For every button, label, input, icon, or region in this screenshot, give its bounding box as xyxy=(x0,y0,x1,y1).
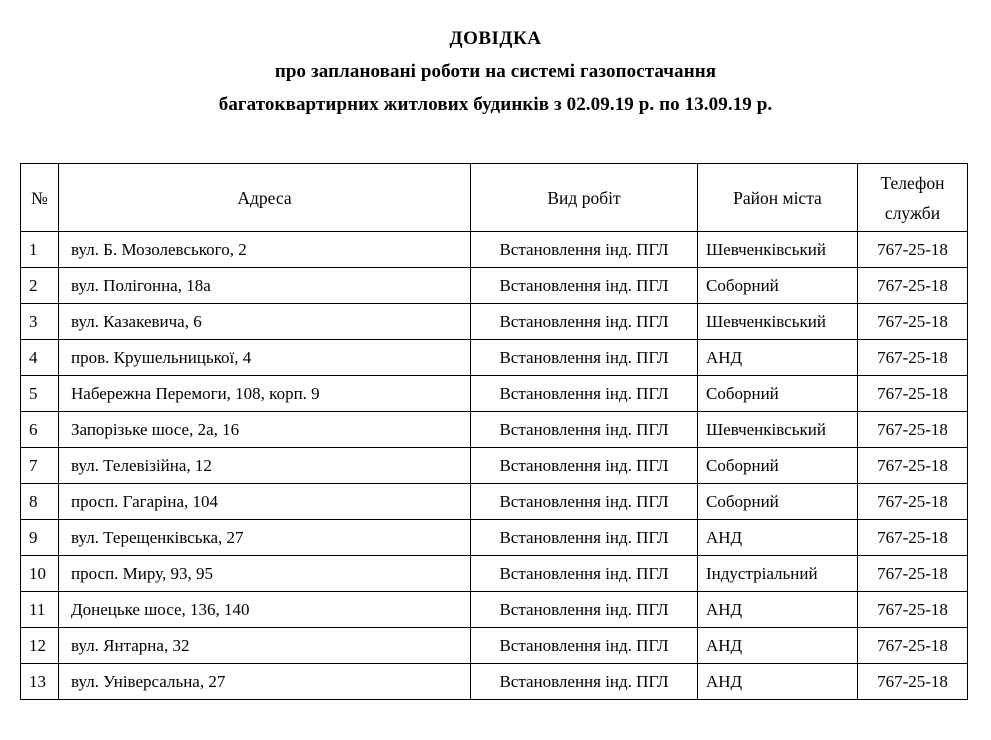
table-row xyxy=(21,592,968,628)
cell-district: Соборний xyxy=(698,268,858,304)
cell-number: 11 xyxy=(21,592,59,628)
table-row xyxy=(21,268,968,304)
cell-work-type: Встановлення інд. ПГЛ xyxy=(471,304,698,340)
column-header-phone-line-1: Телефон xyxy=(880,172,945,193)
table-row xyxy=(21,448,968,484)
table-row xyxy=(21,628,968,664)
document-heading: ДОВІДКА xyxy=(449,28,542,49)
cell-number: 10 xyxy=(21,556,59,592)
cell-phone: 767-25-18 xyxy=(858,484,968,520)
column-header-address: Адреса xyxy=(59,164,471,232)
cell-work-type: Встановлення інд. ПГЛ xyxy=(471,412,698,448)
cell-phone: 767-25-18 xyxy=(858,340,968,376)
cell-address: вул. Телевізійна, 12 xyxy=(59,448,471,484)
cell-district: АНД xyxy=(698,340,858,376)
cell-district: Індустріальний xyxy=(698,556,858,592)
scheduled-works-table xyxy=(20,163,968,700)
cell-district: Соборний xyxy=(698,448,858,484)
cell-work-type: Встановлення інд. ПГЛ xyxy=(471,628,698,664)
cell-phone: 767-25-18 xyxy=(858,592,968,628)
cell-phone: 767-25-18 xyxy=(858,412,968,448)
table-row xyxy=(21,664,968,700)
cell-work-type: Встановлення інд. ПГЛ xyxy=(471,520,698,556)
cell-work-type: Встановлення інд. ПГЛ xyxy=(471,232,698,268)
cell-number: 4 xyxy=(21,340,59,376)
cell-work-type: Встановлення інд. ПГЛ xyxy=(471,340,698,376)
cell-address: вул. Б. Мозолевського, 2 xyxy=(59,232,471,268)
cell-address: пров. Крушельницької, 4 xyxy=(59,340,471,376)
table-row xyxy=(21,340,968,376)
column-header-number: № xyxy=(21,164,59,232)
cell-phone: 767-25-18 xyxy=(858,232,968,268)
table-row xyxy=(21,232,968,268)
cell-address: вул. Терещенківська, 27 xyxy=(59,520,471,556)
cell-phone: 767-25-18 xyxy=(858,448,968,484)
cell-district: АНД xyxy=(698,592,858,628)
cell-address: просп. Гагаріна, 104 xyxy=(59,484,471,520)
cell-number: 8 xyxy=(21,484,59,520)
column-header-district: Район міста xyxy=(698,164,858,232)
table-row xyxy=(21,304,968,340)
cell-work-type: Встановлення інд. ПГЛ xyxy=(471,448,698,484)
table-row xyxy=(21,484,968,520)
table-body xyxy=(21,232,968,700)
cell-address: Запорізьке шосе, 2а, 16 xyxy=(59,412,471,448)
cell-phone: 767-25-18 xyxy=(858,268,968,304)
cell-address: вул. Казакевича, 6 xyxy=(59,304,471,340)
cell-work-type: Встановлення інд. ПГЛ xyxy=(471,376,698,412)
cell-phone: 767-25-18 xyxy=(858,304,968,340)
table-row xyxy=(21,520,968,556)
cell-number: 6 xyxy=(21,412,59,448)
cell-number: 7 xyxy=(21,448,59,484)
cell-number: 3 xyxy=(21,304,59,340)
cell-number: 2 xyxy=(21,268,59,304)
column-header-phone xyxy=(858,164,968,232)
cell-number: 12 xyxy=(21,628,59,664)
cell-work-type: Встановлення інд. ПГЛ xyxy=(471,268,698,304)
cell-district: АНД xyxy=(698,520,858,556)
table-header-row xyxy=(21,164,968,232)
cell-work-type: Встановлення інд. ПГЛ xyxy=(471,484,698,520)
cell-work-type: Встановлення інд. ПГЛ xyxy=(471,556,698,592)
cell-district: Соборний xyxy=(698,376,858,412)
column-header-work-type: Вид робіт xyxy=(471,164,698,232)
cell-number: 9 xyxy=(21,520,59,556)
cell-phone: 767-25-18 xyxy=(858,376,968,412)
table-row xyxy=(21,376,968,412)
document-subheading-line-1: про заплановані роботи на системі газопостачання xyxy=(274,61,717,82)
cell-address: Донецьке шосе, 136, 140 xyxy=(59,592,471,628)
cell-number: 13 xyxy=(21,664,59,700)
cell-phone: 767-25-18 xyxy=(858,556,968,592)
cell-address: вул. Універсальна, 27 xyxy=(59,664,471,700)
cell-address: Набережна Перемоги, 108, корп. 9 xyxy=(59,376,471,412)
cell-district: Шевченківський xyxy=(698,232,858,268)
document-title-block xyxy=(0,22,991,121)
cell-address: просп. Миру, 93, 95 xyxy=(59,556,471,592)
cell-number: 1 xyxy=(21,232,59,268)
cell-address: вул. Полігонна, 18а xyxy=(59,268,471,304)
cell-address: вул. Янтарна, 32 xyxy=(59,628,471,664)
cell-district: Соборний xyxy=(698,484,858,520)
cell-phone: 767-25-18 xyxy=(858,628,968,664)
column-header-phone-line-2: служби xyxy=(884,202,941,223)
cell-phone: 767-25-18 xyxy=(858,520,968,556)
table-row xyxy=(21,556,968,592)
cell-district: АНД xyxy=(698,628,858,664)
cell-work-type: Встановлення інд. ПГЛ xyxy=(471,664,698,700)
cell-district: Шевченківський xyxy=(698,304,858,340)
table-header xyxy=(21,164,968,232)
cell-district: АНД xyxy=(698,664,858,700)
document-subheading-line-2: багатоквартирних житлових будинків з 02.09.19 р. по 13.09.19 р. xyxy=(218,94,773,115)
cell-phone: 767-25-18 xyxy=(858,664,968,700)
table-row xyxy=(21,412,968,448)
cell-number: 5 xyxy=(21,376,59,412)
cell-district: Шевченківський xyxy=(698,412,858,448)
cell-work-type: Встановлення інд. ПГЛ xyxy=(471,592,698,628)
